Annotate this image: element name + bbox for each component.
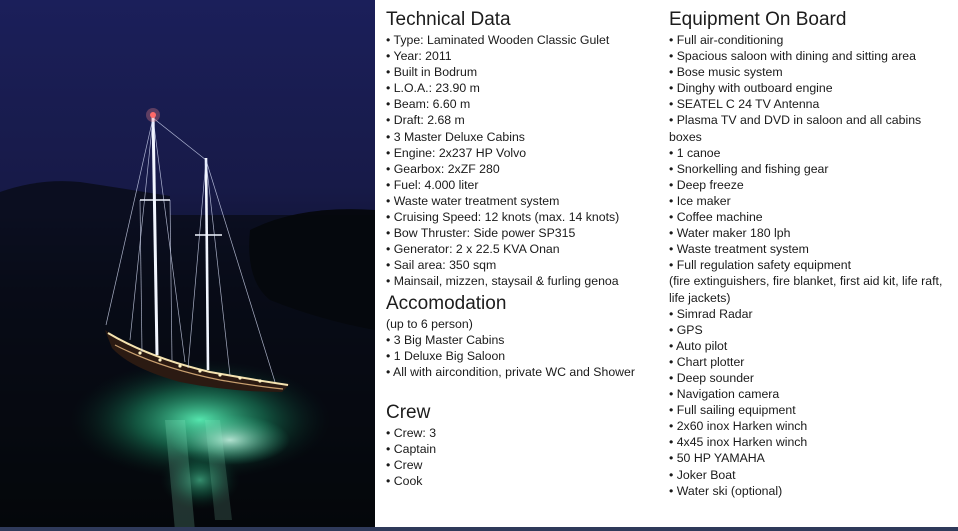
list-item: • SEATEL C 24 TV Antenna (669, 97, 820, 112)
list-item: • Spacious saloon with dining and sitting area (669, 49, 916, 64)
bottom-border (0, 527, 958, 531)
list-item: • Full air-conditioning (669, 33, 784, 47)
list-item: • Beam: 6.60 m (386, 97, 471, 112)
list-item: • Plasma TV and DVD in saloon and all cabins boxes (669, 113, 922, 144)
list-item: • 1 Deluxe Big Saloon (386, 348, 506, 363)
list-item: • Mainsail, mizzen, staysail & furling genoa (386, 274, 619, 289)
list-item: • Joker Boat (669, 467, 736, 482)
list-item: • L.O.A.: 23.90 m (386, 81, 480, 96)
list-item: • Waste treatment system (669, 242, 809, 257)
gulet-illustration (0, 0, 375, 531)
list-item: • 3 Big Master Cabins (386, 332, 505, 347)
gulet-night-photo (0, 0, 375, 531)
list-item: • GPS (669, 322, 703, 337)
crew-title: Crew (386, 401, 431, 423)
list-item: • Bow Thruster: Side power SP315 (386, 226, 576, 241)
list-item: • Deep freeze (669, 177, 744, 192)
list-item: • Ice maker (669, 193, 731, 208)
list-item: • Water ski (optional) (669, 483, 783, 498)
technical-data-title: Technical Data (386, 9, 511, 30)
list-item: • Sail area: 350 sqm (386, 258, 497, 273)
list-item: • Deep sounder (669, 370, 754, 385)
list-item: • Crew (386, 458, 423, 473)
list-item: • Dinghy with outboard engine (669, 81, 833, 96)
technical-data-list (386, 32, 654, 290)
crew-section (386, 401, 654, 489)
technical-data-section (386, 8, 654, 290)
equipment-title: Equipment On Board (669, 9, 847, 30)
list-item: • Full sailing equipment (669, 403, 796, 418)
list-item: • Type: Laminated Wooden Classic Gulet (386, 33, 610, 47)
list-item: life jackets) (669, 290, 731, 305)
list-item: • Crew: 3 (386, 425, 437, 440)
list-item: • Snorkelling and fishing gear (669, 161, 829, 176)
accommodation-list (386, 332, 654, 380)
list-item: • Waste water treatment system (386, 193, 560, 208)
list-item: • Cruising Speed: 12 knots (max. 14 knots) (386, 210, 620, 225)
list-item: • Bose music system (669, 65, 783, 80)
list-item: • 4x45 inox Harken winch (669, 435, 808, 450)
list-item: • All with aircondition, private WC and Shower (386, 364, 635, 379)
list-item: • Coffee machine (669, 210, 763, 225)
list-item: • Gearbox: 2xZF 280 (386, 161, 500, 176)
list-item: • Cook (386, 474, 423, 489)
list-item: • Simrad Radar (669, 306, 753, 321)
list-item: • Fuel: 4.000 liter (386, 177, 479, 192)
list-item: • Navigation camera (669, 387, 780, 402)
list-item: • 3 Master Deluxe Cabins (386, 129, 525, 144)
list-item: • Engine: 2x237 HP Volvo (386, 145, 527, 160)
list-item: • Draft: 2.68 m (386, 113, 465, 128)
list-item: • Chart plotter (669, 354, 745, 369)
equipment-list (669, 32, 954, 499)
list-item: (fire extinguishers, fire blanket, first aid kit, life raft, (669, 274, 943, 289)
list-item: • 2x60 inox Harken winch (669, 419, 808, 434)
list-item: • Year: 2011 (386, 49, 452, 64)
accommodation-note: (up to 6 person) (386, 316, 473, 331)
list-item: • Water maker 180 lph (669, 226, 791, 241)
equipment-section (669, 8, 954, 499)
list-item: • 1 canoe (669, 145, 721, 160)
crew-list (386, 425, 654, 489)
list-item: • Generator: 2 x 22.5 KVA Onan (386, 242, 560, 257)
list-item: • Auto pilot (669, 338, 728, 353)
list-item: • Captain (386, 441, 437, 456)
list-item: • Built in Bodrum (386, 65, 478, 80)
accommodation-title: Accomodation (386, 292, 507, 314)
accommodation-section (386, 292, 654, 380)
list-item: • 50 HP YAMAHA (669, 451, 765, 466)
left-column (386, 8, 654, 489)
list-item: • Full regulation safety equipment (669, 258, 852, 273)
right-column (669, 8, 954, 499)
